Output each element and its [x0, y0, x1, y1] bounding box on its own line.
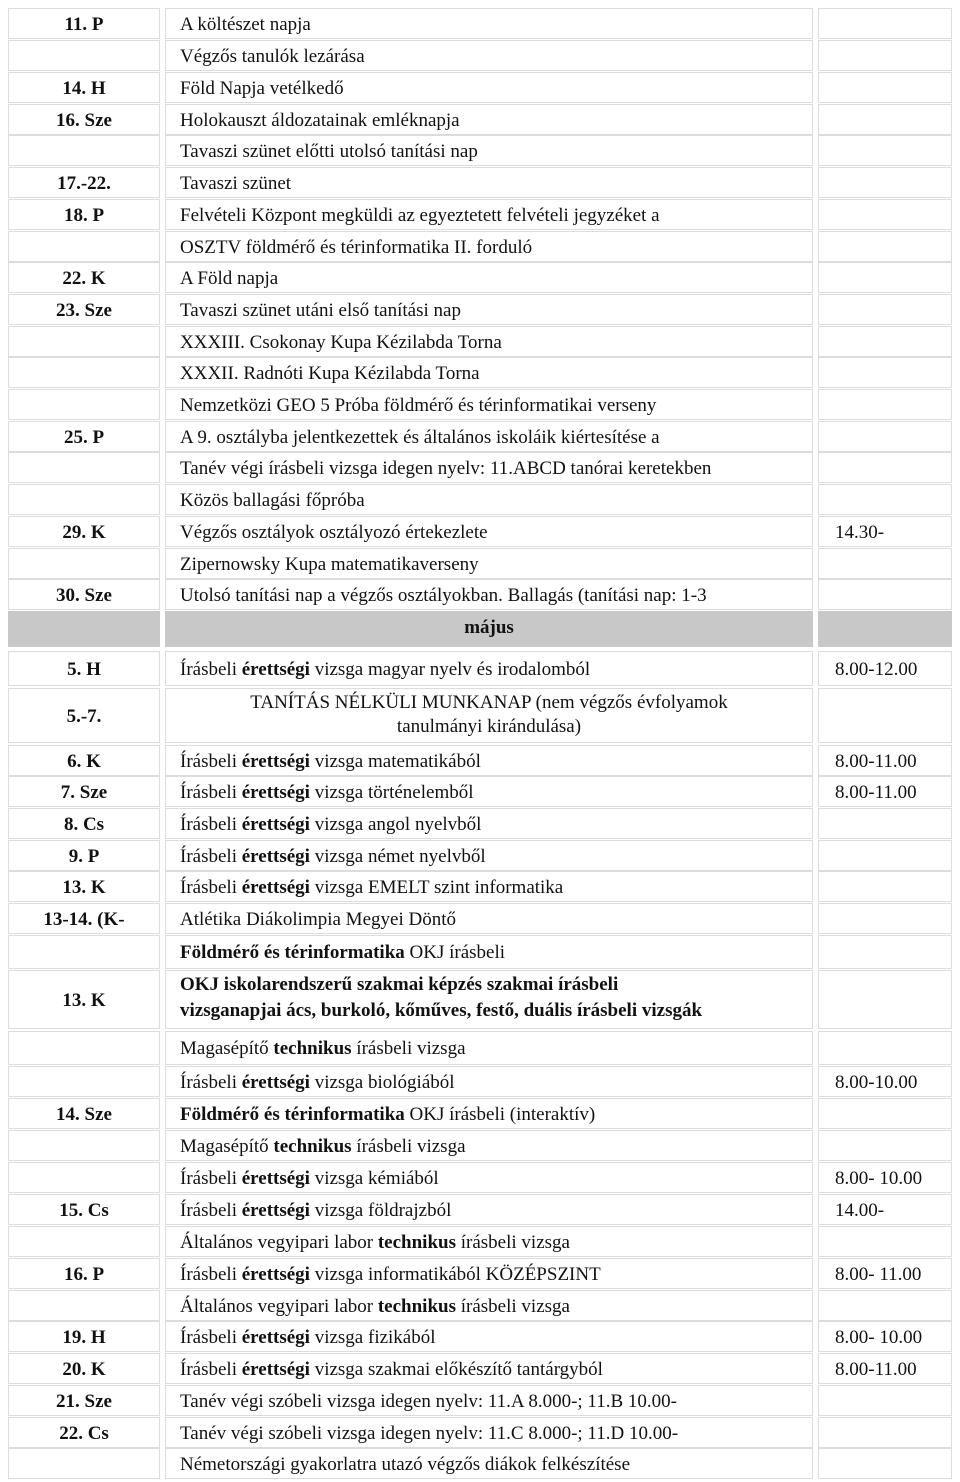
date-cell	[8, 935, 160, 969]
event-text-segment: érettségi	[241, 1264, 310, 1285]
event-text	[180, 1391, 677, 1413]
event-text	[180, 1038, 466, 1060]
time-cell	[818, 688, 952, 743]
date-cell	[8, 326, 160, 357]
event-text	[180, 427, 660, 449]
event-text-line2	[180, 1000, 702, 1022]
date-cell	[8, 484, 160, 515]
time-label: 8.00-11.00	[835, 751, 917, 772]
date-cell	[8, 1066, 160, 1097]
event-text-segment: Tanév végi szóbeli vizsga idegen nyelv: 11.C 8.000-; 11.D 10.00-	[180, 1423, 679, 1444]
time-cell	[818, 1031, 952, 1065]
time-cell	[818, 104, 952, 135]
date-cell	[8, 1130, 160, 1161]
event-text	[180, 1104, 595, 1126]
event-text	[180, 1168, 439, 1190]
date-label: 11. P	[64, 14, 104, 35]
event-text-segment: Írásbeli	[180, 1168, 242, 1189]
time-cell	[818, 871, 952, 902]
event-text-segment: technikus	[273, 1038, 352, 1059]
time-cell	[818, 1130, 952, 1161]
time-cell	[818, 326, 952, 357]
time-label: 8.00- 10.00	[835, 1327, 923, 1348]
event-text	[180, 363, 480, 385]
time-cell	[818, 935, 952, 969]
event-text	[180, 909, 456, 931]
event-text-segment: Felvételi Központ megküldi az egyeztetett felvételi jegyzéket a	[180, 205, 660, 226]
time-cell	[818, 1226, 952, 1257]
event-text	[180, 751, 481, 773]
date-label: 22. K	[62, 268, 106, 289]
event-text-segment: írásbeli vizsga	[456, 1232, 570, 1253]
event-text-segment: technikus	[377, 1232, 456, 1253]
date-cell	[8, 135, 160, 166]
month-title: május	[464, 617, 514, 638]
time-cell	[818, 421, 952, 452]
date-label: 18. P	[63, 205, 105, 226]
event-text-segment: Végzős tanulók lezárása	[180, 46, 365, 67]
event-text-segment: Zipernowsky Kupa matematikaverseny	[180, 554, 479, 575]
date-cell	[8, 1031, 160, 1065]
event-text	[180, 1327, 436, 1349]
event-text-segment: Tavaszi szünet	[180, 173, 292, 194]
event-text-segment: vizsga magyar nyelv és irodalomból	[309, 659, 591, 680]
event-text-segment: érettségi	[241, 659, 310, 680]
date-label: 29. K	[62, 522, 106, 543]
date-label: 13. K	[62, 990, 106, 1011]
event-text	[180, 268, 278, 290]
event-text-segment: A 9. osztályba jelentkezettek és általános iskoláik kiértesítése a	[180, 427, 660, 448]
event-text-segment: vizsga fizikából	[309, 1327, 436, 1348]
event-text-segment: Föld Napja vetélkedő	[180, 78, 344, 99]
event-text-segment: Tanév végi szóbeli vizsga idegen nyelv: 11.A 8.000-; 11.B 10.00-	[180, 1391, 677, 1412]
event-text	[180, 332, 502, 354]
date-cell	[8, 452, 160, 483]
event-text	[180, 846, 486, 868]
time-cell	[818, 40, 952, 71]
date-cell	[8, 548, 160, 579]
time-label: 14.30-	[835, 522, 885, 543]
event-text-segment: érettségi	[241, 846, 310, 867]
time-label: 8.00- 10.00	[835, 1168, 923, 1189]
event-text	[180, 1136, 466, 1158]
event-text-segment: érettségi	[241, 782, 310, 803]
event-text-segment: Földmérő és térinformatika	[180, 942, 405, 963]
event-text-segment: XXXII. Radnóti Kupa Kézilabda Torna	[180, 363, 480, 384]
date-label: 20. K	[62, 1359, 106, 1380]
date-cell	[8, 1162, 160, 1193]
event-text-segment: OKJ írásbeli (interaktív)	[404, 1104, 596, 1125]
month-header-right	[818, 611, 952, 647]
event-text	[180, 300, 461, 322]
event-text-segment: OKJ írásbeli	[404, 942, 506, 963]
time-label: 14.00-	[835, 1200, 885, 1221]
date-cell	[8, 1290, 160, 1321]
time-label: 8.00-10.00	[835, 1072, 918, 1093]
date-cell	[8, 231, 160, 262]
event-text	[180, 458, 711, 480]
event-text	[180, 205, 660, 227]
event-text-segment: érettségi	[241, 1359, 310, 1380]
event-text-segment: írásbeli vizsga	[351, 1038, 466, 1059]
event-text-segment: vizsga történelemből	[309, 782, 474, 803]
event-text-segment: Általános vegyipari labor	[180, 1232, 378, 1253]
event-text-segment: vizsga matematikából	[309, 751, 481, 772]
event-text-segment: vizsga német nyelvből	[309, 846, 486, 867]
event-text	[180, 1454, 630, 1476]
event-text-segment: Írásbeli	[180, 1200, 242, 1221]
time-label: 8.00- 11.00	[835, 1264, 922, 1285]
event-text-segment: Tanév végi írásbeli vizsga idegen nyelv: 11.ABCD tanórai keretekben	[180, 458, 712, 479]
event-text-segment: Nemzetközi GEO 5 Próba földmérő és térinformatikai verseny	[180, 395, 657, 416]
date-label: 13. K	[62, 877, 106, 898]
event-text	[180, 1200, 451, 1222]
event-text-segment: érettségi	[241, 1168, 310, 1189]
event-text-segment: vizsga angol nyelvből	[309, 814, 482, 835]
time-cell	[818, 135, 952, 166]
time-cell	[818, 72, 952, 103]
event-text-segment: Magasépítő	[180, 1136, 274, 1157]
event-text-segment: Írásbeli	[180, 1264, 242, 1285]
event-text-segment: Földmérő és térinformatika	[180, 1104, 405, 1125]
event-text	[180, 974, 618, 996]
event-text	[180, 141, 478, 163]
event-text-segment: írásbeli vizsga	[351, 1136, 466, 1157]
event-text-segment: vizsga informatikából KÖZÉPSZINT	[309, 1264, 601, 1285]
event-text	[180, 942, 505, 964]
date-label: 22. Cs	[59, 1423, 109, 1444]
event-text	[180, 782, 474, 804]
time-label: 8.00-12.00	[835, 659, 918, 680]
event-text	[180, 46, 365, 68]
event-text	[180, 1232, 570, 1254]
event-text	[180, 1072, 455, 1094]
date-label: 17.-22.	[57, 173, 111, 194]
time-cell	[818, 357, 952, 388]
event-text-segment: Írásbeli	[180, 1327, 242, 1348]
event-text-segment: Általános vegyipari labor	[180, 1296, 378, 1317]
month-header-left	[8, 611, 160, 647]
date-cell	[8, 1226, 160, 1257]
event-text-segment: Írásbeli	[180, 877, 242, 898]
event-text-segment: érettségi	[241, 1327, 310, 1348]
date-cell	[8, 40, 160, 71]
time-cell	[818, 484, 952, 515]
date-label: 5. H	[67, 659, 101, 680]
event-text-segment: Írásbeli	[180, 659, 242, 680]
time-cell	[818, 231, 952, 262]
event-text-segment: technikus	[273, 1136, 352, 1157]
date-label: 7. Sze	[60, 782, 108, 803]
date-label: 21. Sze	[56, 1391, 112, 1412]
event-text-segment: Írásbeli	[180, 1072, 242, 1093]
time-cell	[818, 903, 952, 934]
event-text-segment: Közös ballagási főpróba	[180, 490, 365, 511]
time-cell	[818, 389, 952, 420]
event-text	[180, 554, 479, 576]
event-text-segment: vizsga szakmai előkészítő tantárgyból	[309, 1359, 603, 1380]
date-label: 5.-7.	[66, 706, 102, 727]
event-text-segment: technikus	[377, 1296, 456, 1317]
event-text-segment: A költészet napja	[180, 14, 311, 35]
time-cell	[818, 840, 952, 871]
event-text-segment: tanulmányi kirándulása)	[396, 716, 582, 737]
event-text	[180, 78, 344, 100]
event-text	[180, 1264, 601, 1286]
event-text	[180, 585, 707, 607]
event-text-segment: A Föld napja	[180, 268, 279, 289]
event-text-segment: vizsga földrajzból	[309, 1200, 452, 1221]
event-text-segment: Írásbeli	[180, 846, 242, 867]
date-label: 16. P	[63, 1264, 105, 1285]
event-text-segment: érettségi	[241, 751, 310, 772]
event-text-segment: írásbeli vizsga	[456, 1296, 570, 1317]
event-text	[180, 1359, 603, 1381]
date-cell	[8, 357, 160, 388]
time-label: 8.00-11.00	[835, 1359, 917, 1380]
event-text-segment: Végzős osztályok osztályozó értekezlete	[180, 522, 488, 543]
event-text-segment: Tavaszi szünet utáni első tanítási nap	[180, 300, 461, 321]
time-cell	[818, 1290, 952, 1321]
event-text-segment: Írásbeli	[180, 814, 242, 835]
time-cell	[818, 262, 952, 293]
event-text-segment: érettségi	[241, 877, 310, 898]
event-text	[180, 237, 532, 259]
event-text-segment: TANÍTÁS NÉLKÜLI MUNKANAP (nem végzős évfolyamok	[250, 692, 728, 713]
date-label: 14. Sze	[56, 1104, 112, 1125]
event-text-segment: Írásbeli	[180, 751, 242, 772]
event-text-segment: Németországi gyakorlatra utazó végzős diákok felkészítése	[180, 1454, 631, 1475]
time-cell	[818, 8, 952, 39]
event-text-segment: OSZTV földmérő és térinformatika II. forduló	[180, 237, 533, 258]
event-text-segment: Tavaszi szünet előtti utolsó tanítási nap	[180, 141, 478, 162]
event-text-segment: Utolsó tanítási nap a végzős osztályokban. Ballagás (tanítási nap: 1-3	[180, 585, 707, 606]
date-label: 15. Cs	[59, 1200, 109, 1221]
event-text-segment: Magasépítő	[180, 1038, 274, 1059]
date-cell	[8, 389, 160, 420]
date-label: 30. Sze	[56, 585, 112, 606]
time-label: 8.00-11.00	[835, 782, 917, 803]
date-label: 9. P	[68, 846, 100, 867]
time-cell	[818, 1417, 952, 1448]
date-label: 13-14. (K-	[43, 909, 125, 930]
event-text	[180, 173, 291, 195]
date-label: 16. Sze	[56, 110, 112, 131]
time-cell	[818, 452, 952, 483]
event-text	[180, 395, 656, 417]
event-text-segment: érettségi	[241, 814, 310, 835]
event-text	[180, 1296, 570, 1318]
event-text	[180, 522, 488, 544]
time-cell	[818, 1448, 952, 1479]
time-cell	[818, 1098, 952, 1129]
time-cell	[818, 579, 952, 610]
event-text-segment: vizsga biológiából	[309, 1072, 455, 1093]
event-text	[180, 14, 311, 36]
time-cell	[818, 1385, 952, 1416]
event-text	[180, 110, 460, 132]
time-cell	[818, 167, 952, 198]
date-label: 23. Sze	[56, 300, 112, 321]
time-cell	[818, 808, 952, 839]
time-cell	[818, 199, 952, 230]
date-label: 19. H	[62, 1327, 106, 1348]
event-text-segment: vizsga kémiából	[309, 1168, 439, 1189]
event-text	[180, 659, 590, 681]
date-label: 8. Cs	[63, 814, 105, 835]
event-text	[180, 877, 563, 899]
time-cell	[818, 294, 952, 325]
time-cell	[818, 548, 952, 579]
event-text-segment: érettségi	[241, 1200, 310, 1221]
event-text	[180, 490, 365, 512]
event-text	[180, 814, 481, 836]
event-text-segment: vizsganapjai ács, burkoló, kőműves, festő, duális írásbeli vizsgák	[180, 1000, 703, 1021]
date-label: 14. H	[62, 78, 106, 99]
event-text-segment: OKJ iskolarendszerű szakmai képzés szakmai írásbeli	[180, 974, 619, 995]
date-cell	[8, 1448, 160, 1479]
time-cell	[818, 970, 952, 1029]
event-text-line2	[165, 716, 813, 738]
event-text-segment: érettségi	[241, 1072, 310, 1093]
date-label: 25. P	[63, 427, 105, 448]
event-text-segment: XXXIII. Csokonay Kupa Kézilabda Torna	[180, 332, 502, 353]
event-text-segment: Írásbeli	[180, 1359, 242, 1380]
event-text-segment: vizsga EMELT szint informatika	[309, 877, 564, 898]
event-text-segment: Atlétika Diákolimpia Megyei Döntő	[180, 909, 456, 930]
event-text-segment: Írásbeli	[180, 782, 242, 803]
date-label: 6. K	[67, 751, 101, 772]
event-text	[165, 692, 813, 714]
event-text-segment: Holokauszt áldozatainak emléknapja	[180, 110, 460, 131]
event-text	[180, 1423, 678, 1445]
